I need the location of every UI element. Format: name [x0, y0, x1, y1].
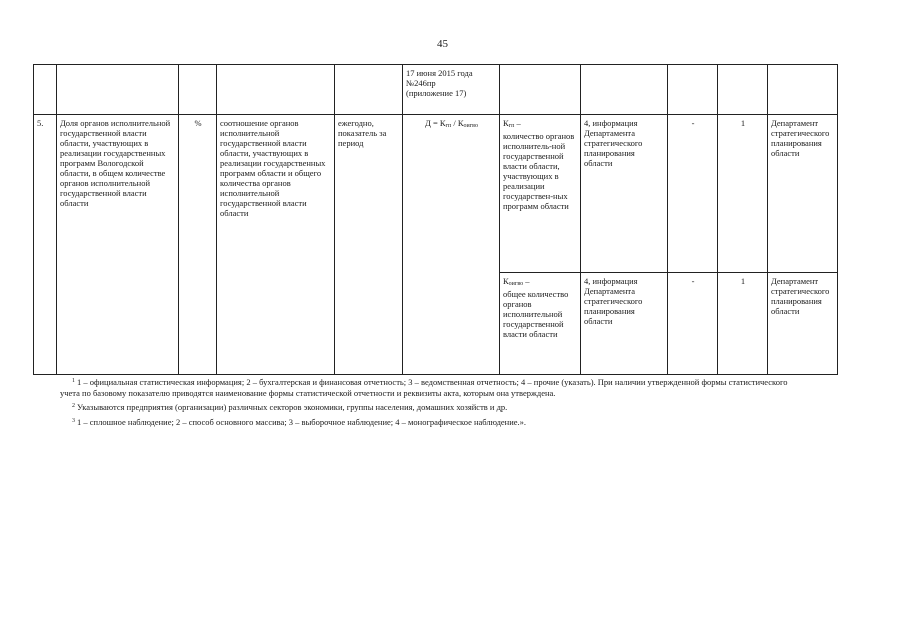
- basic-indicator-b: $К_{оигво}$ – общее количество органов исполнительной государственной власти области: [500, 273, 581, 375]
- table-row: [34, 115, 838, 273]
- legal-ref-appendix: (приложение 17): [406, 88, 467, 98]
- header-cell: [668, 65, 718, 115]
- table-header-row: [34, 65, 838, 115]
- header-cell: [768, 65, 838, 115]
- page-number: 45: [437, 38, 448, 50]
- population-count: 1: [718, 273, 768, 375]
- header-cell: [500, 65, 581, 115]
- footnote-marker: 2: [72, 403, 75, 409]
- periodicity: ежегодно, показатель за период: [335, 115, 403, 375]
- data-source: 4, информация Департамента стратегического планирования области: [581, 115, 668, 273]
- footnotes: [60, 376, 800, 430]
- indicator-table: [33, 64, 838, 375]
- basic-indicator-a: $К_{гп}$ – количество органов исполнитель-ной государственной власти области, участвующих в реализации государствен-ных программ области: [500, 115, 581, 273]
- responsible-body: Департамент стратегического планирования области: [768, 273, 838, 375]
- footnote-marker: 1: [72, 378, 75, 384]
- unit-of-measure: %: [179, 115, 217, 375]
- header-cell: [718, 65, 768, 115]
- collection-method: -: [668, 273, 718, 375]
- header-cell: [179, 65, 217, 115]
- footnote-2: $^2$ Указываются предприятия (организации) различных секторов экономики, группы населения, домашних хозяйств и др.: [72, 402, 508, 412]
- formula: $Д = К_{гп} / К_{оигво}$: [403, 115, 500, 375]
- basic-indicator-description: общее количество органов исполнительной государственной власти области: [503, 289, 569, 339]
- collection-method: -: [668, 115, 718, 273]
- header-cell: [335, 65, 403, 115]
- header-cell: [217, 65, 335, 115]
- header-cell: [581, 65, 668, 115]
- header-cell: [57, 65, 179, 115]
- data-source: 4, информация Департамента стратегического планирования области: [581, 273, 668, 375]
- indicator-definition: соотношение органов исполнительной государственной власти области, участвующих в реализации государственных программ области и общего количества органов исполнительной государственной власти области: [217, 115, 335, 375]
- footnote-1: $^1$ 1 – официальная статистическая информация; 2 – бухгалтерская и финансовая отчетность; 3 – ведомственная отчетность; 4 – прочие (указать). При наличии утвержденной формы статистического учета по базовому показателю приводятся наименование формы статистической отчетности и реквизиты акта, которым она утверждена.: [60, 377, 788, 398]
- row-number: 5.: [34, 115, 57, 375]
- legal-ref-date: 17 июня 2015 года: [406, 68, 473, 78]
- header-cell-legal-ref: [403, 65, 500, 115]
- responsible-body: Департамент стратегического планирования области: [768, 115, 838, 273]
- basic-indicator-description: количество органов исполнитель-ной государственной власти области, участвующих в реализации государствен-ных программ области: [503, 131, 575, 211]
- footnote-3: $^3$ 1 – сплошное наблюдение; 2 – способ основного массива; 3 – выборочное наблюдение; 4 – монографическое наблюдение.».: [72, 416, 527, 427]
- footnote-marker: 3: [72, 417, 75, 424]
- header-cell: [34, 65, 57, 115]
- legal-ref-number: №246пр: [406, 78, 436, 88]
- population-count: 1: [718, 115, 768, 273]
- indicator-name: Доля органов исполнительной государственной власти области, участвующих в реализации государственных программ Вологодской области, в общем количестве органов исполнительной государственной власти области: [57, 115, 179, 375]
